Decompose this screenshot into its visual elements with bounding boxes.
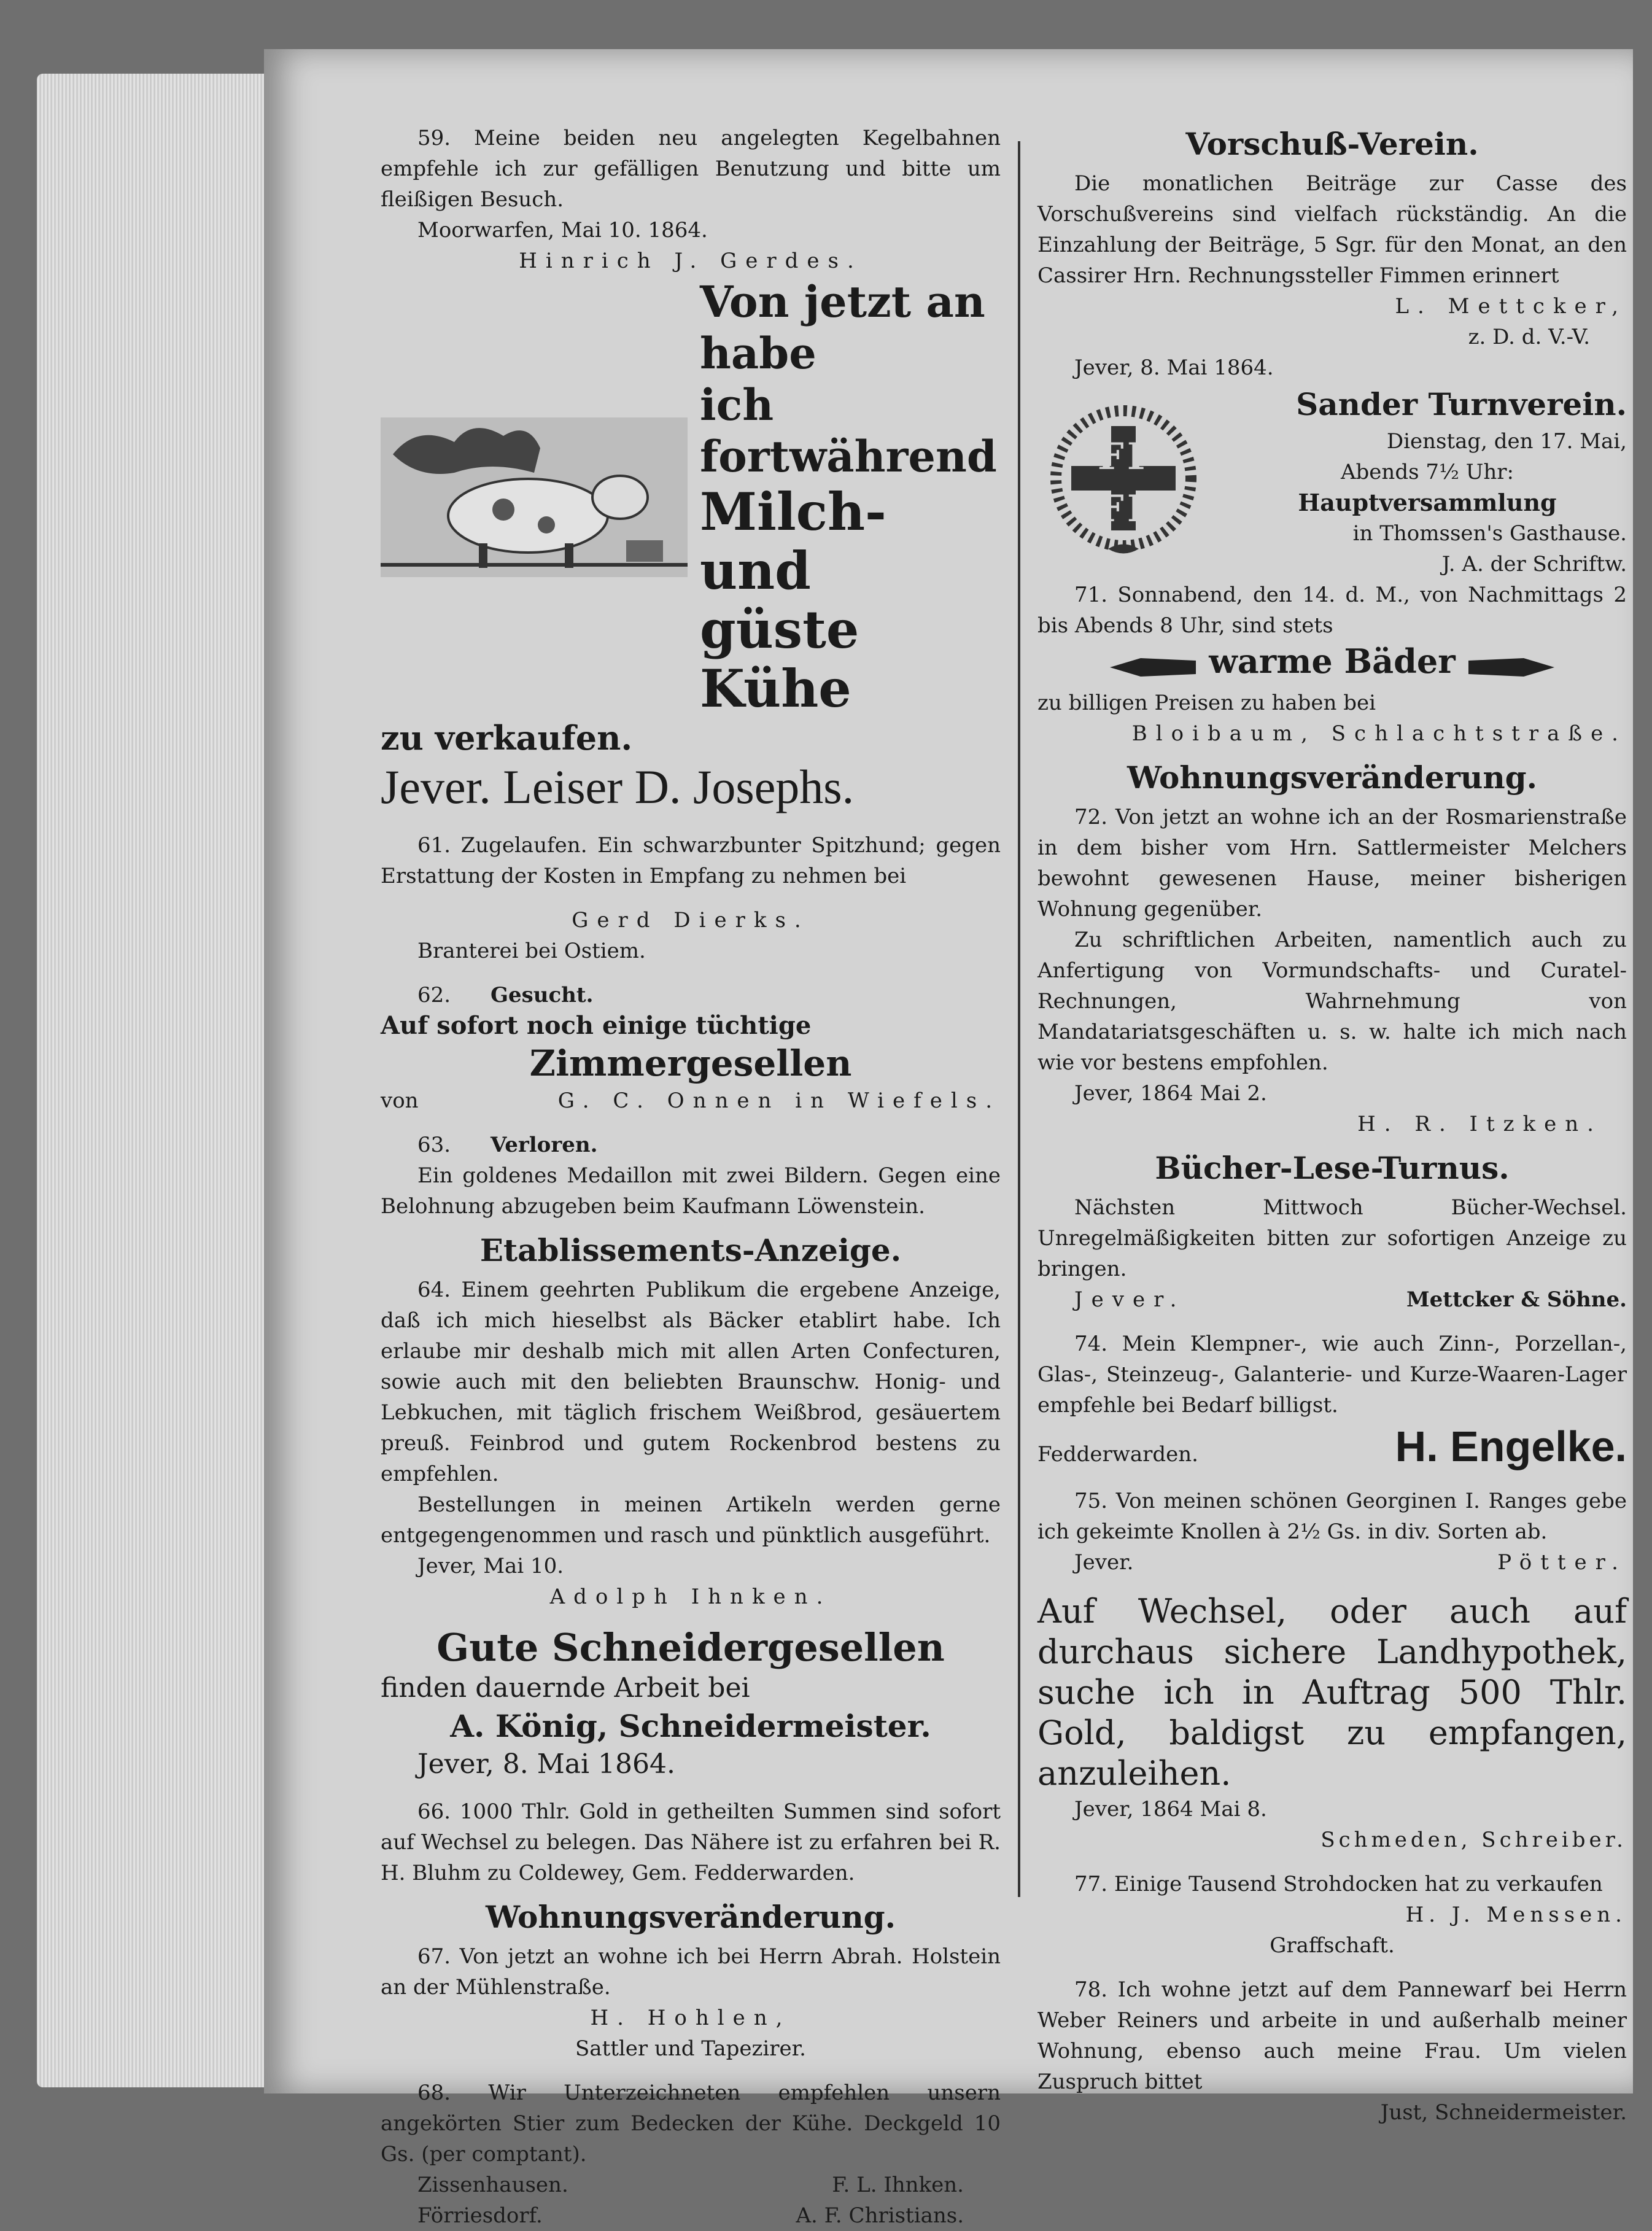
cattle-seller: Jever. Leiser D. Josephs. xyxy=(381,760,855,813)
ad-signature: A. König, Schneidermeister. xyxy=(450,1708,931,1744)
ad-text: 61. Zugelaufen. Ein schwarzbunter Spitzhund; gegen Erstattung der Kosten in Empfang zu nehmen bei xyxy=(381,833,1001,888)
ad-number: 63. xyxy=(417,1133,451,1157)
ad-signature: J. A. der Schriftw. xyxy=(1441,552,1627,576)
svg-text:F: F xyxy=(1127,435,1154,478)
ad-title: Verloren. xyxy=(490,1133,598,1157)
ad-place: Zissenhausen. xyxy=(417,2173,568,2197)
ad-line: Hauptversammlung xyxy=(1298,489,1557,516)
ad-text: 59. Meine beiden neu angelegten Kegelbahnen empfehle ich zur gefälligen Benutzung und bitte um fleißigen Besuch. xyxy=(381,126,1001,212)
ad-place: Moorwarfen, Mai 10. 1864. xyxy=(417,218,708,243)
ad-73 xyxy=(1037,1147,1627,1315)
book-page-edges xyxy=(37,74,282,2087)
ad-place: Jever. xyxy=(1074,1550,1134,1575)
ad-signature: Bloibaum, Schlachtstraße. xyxy=(1131,721,1627,746)
ad-text: 75. Von meinen schönen Georginen I. Ranges gebe ich gekeimte Knollen à 2½ Gs. in div. Sorten ab. xyxy=(1037,1489,1627,1544)
ad-text: 68. Wir Unterzeichneten empfehlen unsern angekörten Stier zum Bedecken der Kühe. Deckgeld 10 Gs. (per comptant). xyxy=(381,2081,1001,2167)
ad-role: Sattler und Tapezirer. xyxy=(575,2036,806,2061)
ad-65 xyxy=(381,1626,1001,1783)
ad-title: Bücher-Lese-Turnus. xyxy=(1155,1150,1510,1186)
ad-line: zu billigen Preisen zu haben bei xyxy=(1037,691,1376,715)
ad-signature: H. R. Itzken. xyxy=(1357,1112,1602,1136)
ad-69 xyxy=(1037,123,1627,383)
ad-title: warme Bäder xyxy=(1209,642,1456,681)
ad-place: Fedderwarden. xyxy=(1037,1442,1198,1467)
cattle-sale-line: zu verkaufen. xyxy=(381,718,633,758)
ad-line: Dienstag, den 17. Mai, xyxy=(1386,429,1627,454)
ad-71 xyxy=(1037,580,1627,749)
ad-75 xyxy=(1037,1486,1627,1578)
ad-signature: L. Mettcker, xyxy=(1395,294,1627,319)
ad-63 xyxy=(381,1130,1001,1222)
ad-title: Vorschuß-Verein. xyxy=(1185,126,1479,162)
cattle-headline-2: ich fortwährend xyxy=(700,379,997,482)
ad-77 xyxy=(1037,1869,1627,1961)
ad-headline: Gute Schneidergesellen xyxy=(436,1625,945,1670)
ad-place: Jever. xyxy=(1074,1287,1185,1312)
ad-place: Jever, 8. Mai 1864. xyxy=(1074,355,1274,380)
column-divider xyxy=(1018,141,1020,1897)
ad-signature: H. J. Menssen. xyxy=(1405,1903,1627,1927)
ad-signature: Schmeden, Schreiber. xyxy=(1320,1828,1627,1852)
ad-72 xyxy=(1037,756,1627,1139)
ad-signature: F. L. Ihnken. xyxy=(832,2173,964,2197)
ad-place: Jever, 8. Mai 1864. xyxy=(417,1748,676,1780)
ad-78 xyxy=(1037,1974,1627,2128)
ad-signature: H. Engelke. xyxy=(1395,1422,1627,1470)
ad-text: 64. Einem geehrten Publikum die ergebene Anzeige, daß ich mich hieselbst als Bäcker etablirt habe. Ich erlaube mir deshalb mich mit allen Arten Confecturen, sowie auch mit den beliebten Braunschw. Honig- und Lebkuchen, mit täglich frischem Weißbrod, gesäuertem preuß. Feinbrod und gutem Rockenbrod bestens zu empfehlen. xyxy=(381,1278,1001,1486)
svg-text:F: F xyxy=(1098,487,1124,530)
ad-59 xyxy=(381,123,1001,276)
ad-number: 62. xyxy=(417,983,451,1007)
ad-line: Abends 7½ Uhr: xyxy=(1340,460,1514,484)
cow-engraving-icon xyxy=(381,417,688,577)
ad-signature: A. F. Christians. xyxy=(796,2203,964,2228)
cattle-headline-4: güste Kühe xyxy=(700,599,859,719)
cattle-headline-1: Von jetzt an habe xyxy=(700,276,985,379)
ad-text: Die monatlichen Beiträge zur Casse des Vorschußvereins sind vielfach rückständig. An die Einzahlung der Beiträge, 5 Sgr. für den Monat, an den Cassirer Hrn. Rechnungssteller Fimmen erinnert xyxy=(1037,171,1627,288)
ad-text: 71. Sonnabend, den 14. d. M., von Nachmittags 2 bis Abends 8 Uhr, sind stets xyxy=(1037,583,1627,638)
ad-title: Wohnungsveränderung. xyxy=(485,1899,896,1935)
ad-text: Nächsten Mittwoch Bücher-Wechsel. Unregelmäßigkeiten bitten zur sofortigen Anzeige zu bringen. xyxy=(1037,1195,1627,1281)
ad-line: in Thomssen's Gasthause. xyxy=(1352,521,1627,546)
gymnastics-wreath-icon xyxy=(1037,402,1209,561)
ad-headline: Zimmergesellen xyxy=(529,1042,852,1084)
ad-text: Auf Wechsel, oder auch auf durchaus sichere Landhypothek, suche ich in Auftrag 500 Thlr. Gold, baldigst zu empfangen, anzuleihen. xyxy=(1037,1592,1627,1793)
ad-place: Jever, 1864 Mai 2. xyxy=(1074,1081,1267,1106)
ad-70 xyxy=(1037,383,1627,580)
ad-64 xyxy=(381,1229,1001,1612)
ad-62 xyxy=(381,980,1001,1116)
ad-signature: Just, Schneidermeister. xyxy=(1380,2100,1627,2125)
ad-line: finden dauernde Arbeit bei xyxy=(381,1672,750,1704)
svg-text:F: F xyxy=(1127,487,1154,530)
ad-text: 72. Von jetzt an wohne ich an der Rosmarienstraße in dem bisher vom Hrn. Sattlermeister Melchers bewohnt gewesenen Hause, meiner bisherigen Wohnung gegenüber. xyxy=(1037,805,1627,922)
ad-from: von xyxy=(381,1088,419,1113)
ad-place: Graffschaft. xyxy=(1270,1933,1395,1958)
ad-signature: Hinrich J. Gerdes. xyxy=(519,249,863,273)
left-column xyxy=(381,123,1001,2231)
svg-text:F: F xyxy=(1098,435,1124,478)
ad-title: Sander Turnverein. xyxy=(1296,386,1627,422)
ad-place: Jever, Mai 10. xyxy=(417,1554,564,1578)
ad-text: Bestellungen in meinen Artikeln werden gerne entgegengenommen und rasch und pünktlich ausgeführt. xyxy=(381,1492,1001,1548)
ad-signature: Gerd Dierks. xyxy=(572,908,810,933)
ad-title: Gesucht. xyxy=(490,983,594,1007)
ad-61 xyxy=(381,830,1001,966)
ad-title: Wohnungsveränderung. xyxy=(1127,759,1538,796)
ad-74 xyxy=(1037,1329,1627,1472)
ad-66 xyxy=(381,1796,1001,1888)
ad-title: Etablissements-Anzeige. xyxy=(479,1232,902,1268)
pointing-hand-left-icon xyxy=(1104,652,1202,683)
ad-text: 67. Von jetzt an wohne ich bei Herrn Abrah. Holstein an der Mühlenstraße. xyxy=(381,1944,1001,2000)
ad-signature: Pötter. xyxy=(1497,1550,1627,1575)
ad-68 xyxy=(381,2078,1001,2231)
ad-role: z. D. d. V.-V. xyxy=(1468,325,1590,349)
ad-place: Jever, 1864 Mai 8. xyxy=(1074,1797,1267,1822)
ad-signature: Mettcker & Söhne. xyxy=(1406,1287,1627,1312)
ad-line: Auf sofort noch einige tüchtige xyxy=(381,1011,812,1040)
ad-76 xyxy=(1037,1591,1627,1855)
ad-text: 78. Ich wohne jetzt auf dem Pannewarf bei Herrn Weber Reiners und arbeite in und außerhalb meiner Wohnung, ebenso auch meine Frau. Um vielen Zuspruch bittet xyxy=(1037,1977,1627,2094)
ad-text: Ein goldenes Medaillon mit zwei Bildern. Gegen eine Belohnung abzugeben beim Kaufmann Löwenstein. xyxy=(381,1163,1001,1219)
ad-text: Zu schriftlichen Arbeiten, namentlich auch zu Anfertigung von Vormundschafts- und Curatel-Rechnungen, Wahrnehmung von Mandatariatsgeschäften u. s. w. halte ich mich nach wie vor bestens empfohlen. xyxy=(1037,928,1627,1075)
ad-place: Branterei bei Ostiem. xyxy=(417,939,646,963)
right-column xyxy=(1037,123,1627,2128)
ad-signature: H. Hohlen, xyxy=(590,2006,791,2030)
ad-60-cattle xyxy=(381,276,1001,817)
ad-67 xyxy=(381,1896,1001,2064)
cattle-headline-3: Milch- und xyxy=(700,481,886,601)
ad-text: 74. Mein Klempner-, wie auch Zinn-, Porzellan-, Glas-, Steinzeug-, Galanterie- und Kurze-Waaren-Lager empfehle bei Bedarf billigst. xyxy=(1037,1332,1627,1418)
pointing-hand-right-icon xyxy=(1462,652,1561,683)
ad-text: 77. Einige Tausend Strohdocken hat zu verkaufen xyxy=(1074,1872,1603,1896)
ad-place: Förriesdorf. xyxy=(417,2203,543,2228)
ad-signature: G. C. Onnen in Wiefels. xyxy=(557,1088,1001,1113)
ad-text: 66. 1000 Thlr. Gold in getheilten Summen sind sofort auf Wechsel zu belegen. Das Nähere ist zu erfahren bei R. H. Bluhm zu Coldewey, Gem. Fedderwarden. xyxy=(381,1799,1001,1885)
ad-signature: Adolph Ihnken. xyxy=(549,1585,832,1609)
